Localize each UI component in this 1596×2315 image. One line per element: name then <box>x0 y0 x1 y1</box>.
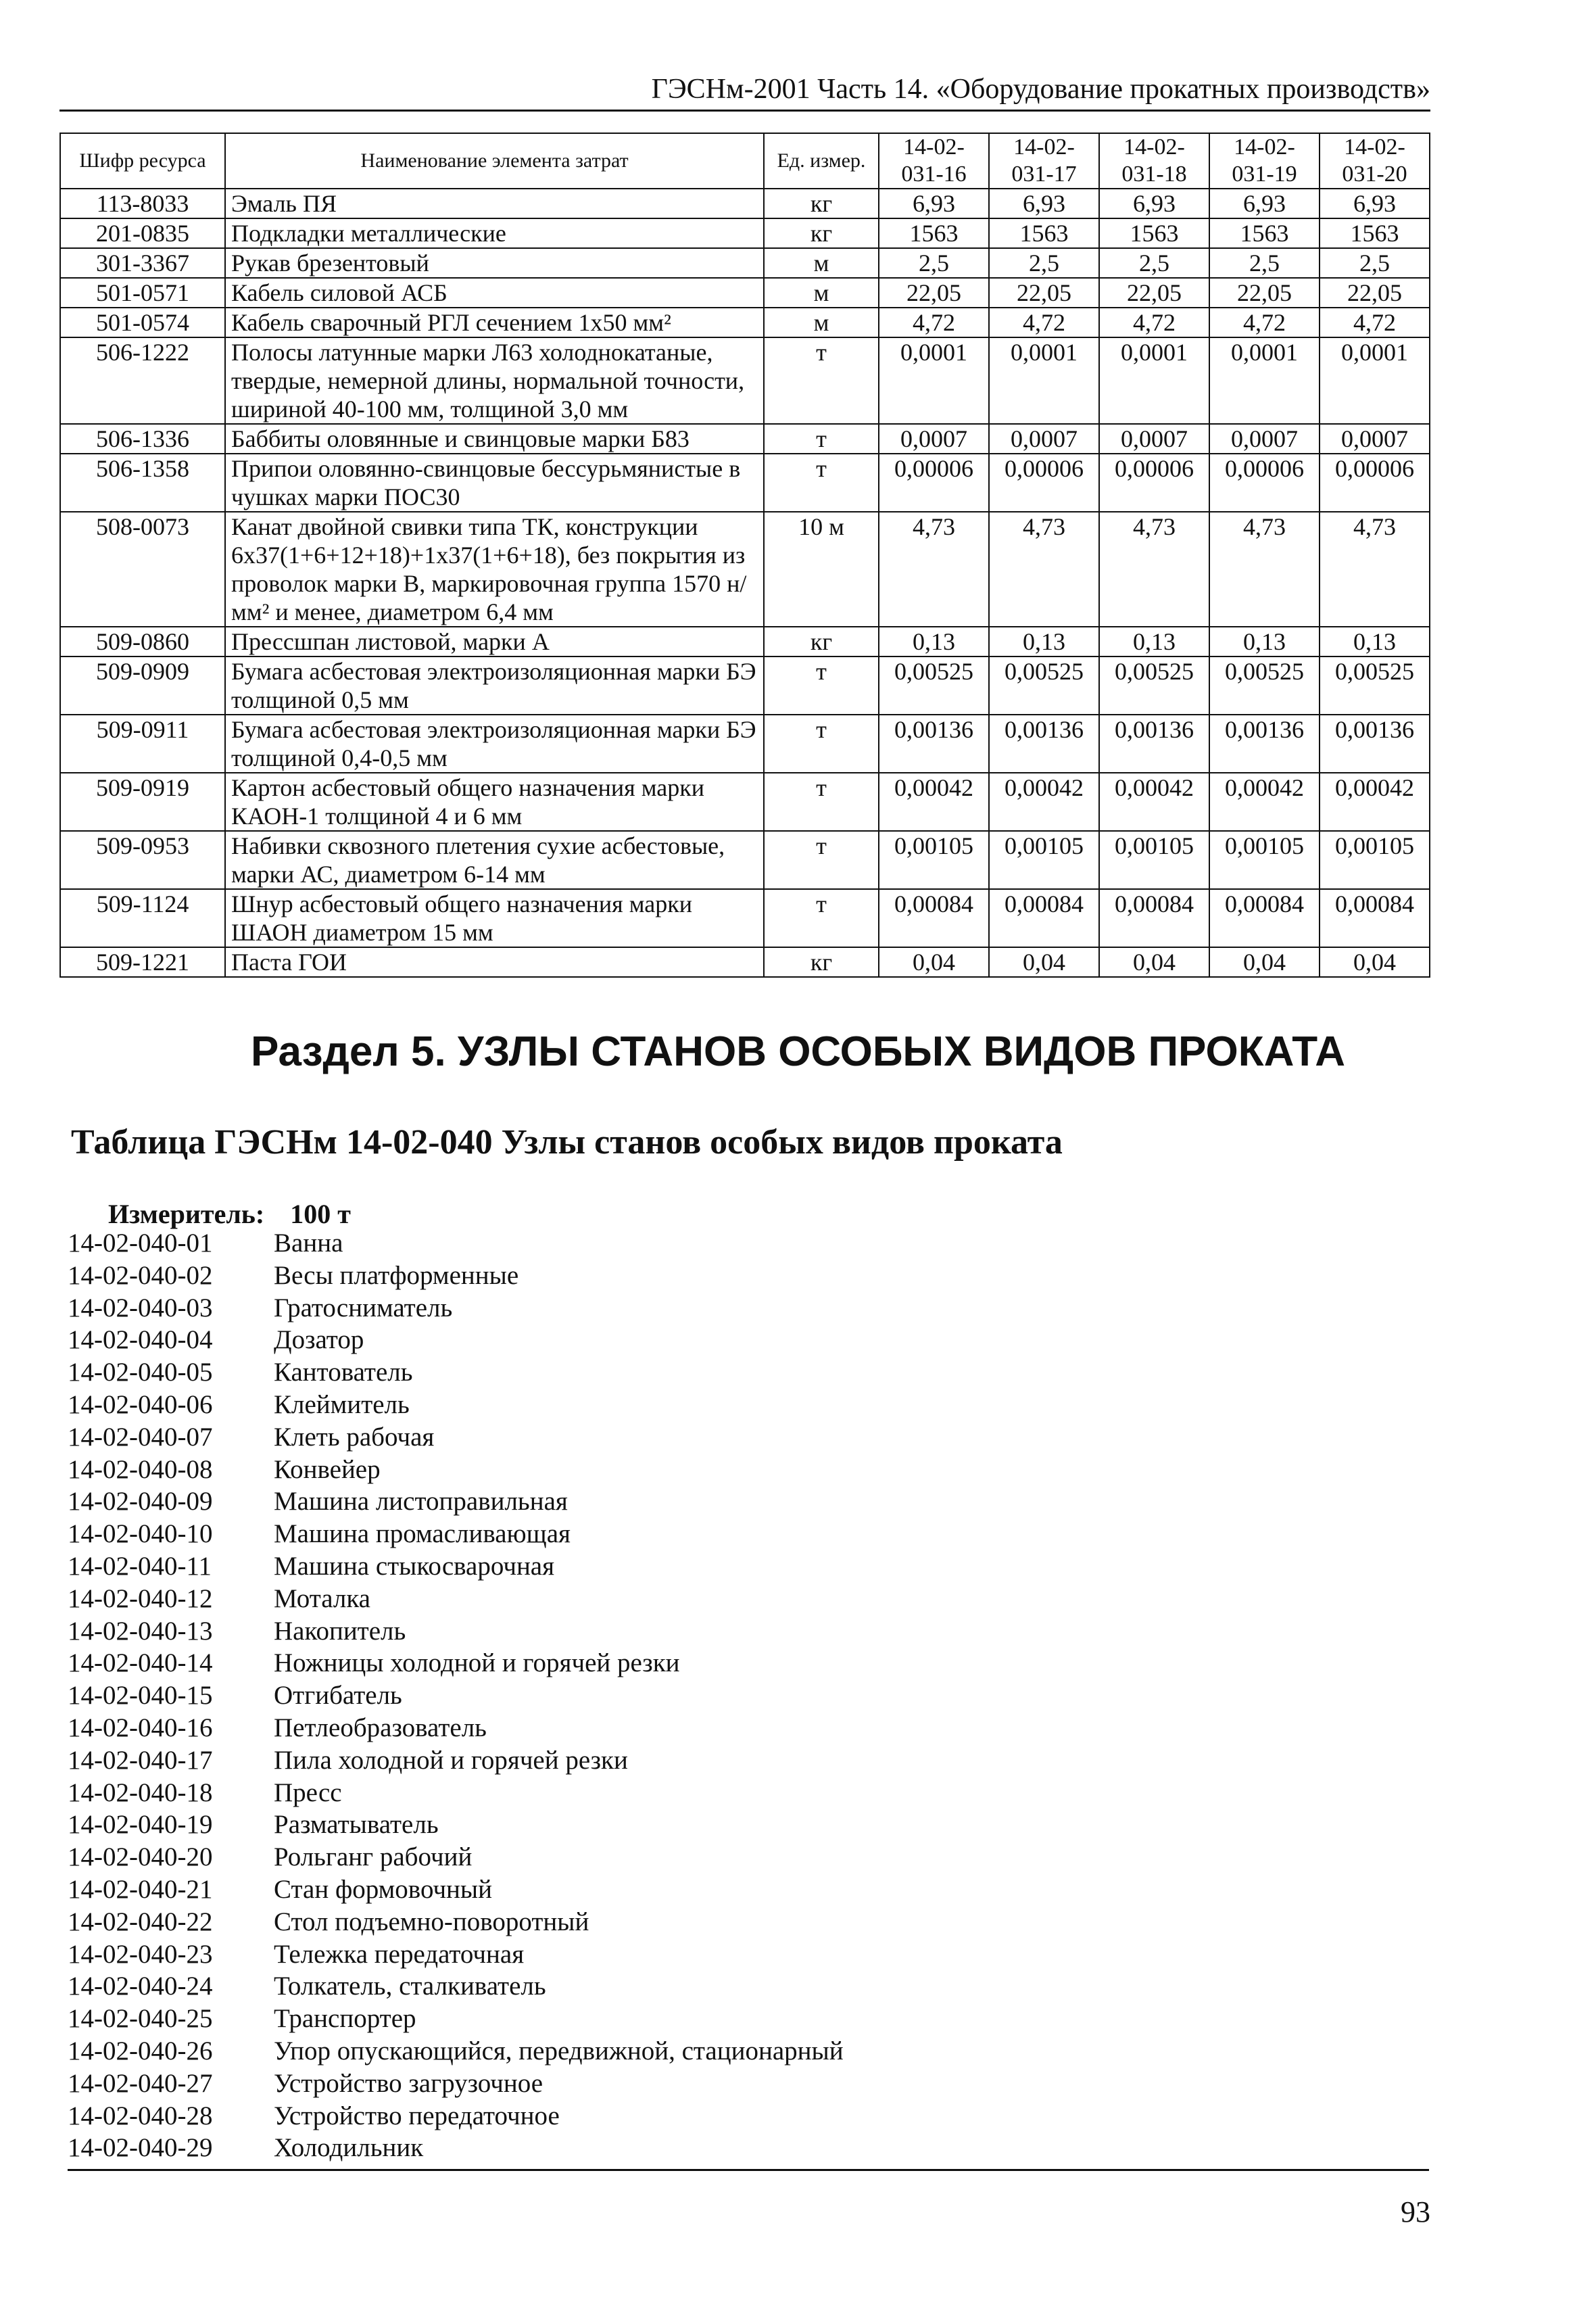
list-item <box>68 1777 1433 1809</box>
cell-value: 2,5 <box>879 248 989 278</box>
item-name: Накопитель <box>274 1616 406 1646</box>
table-row <box>60 947 1430 977</box>
cell-unit: кг <box>764 947 879 977</box>
item-name: Весы платформенные <box>274 1260 519 1290</box>
cell-resource-code: 506-1336 <box>60 424 225 454</box>
cell-value: 0,00105 <box>879 831 989 889</box>
table-row <box>60 454 1430 512</box>
table-row <box>60 337 1430 424</box>
cell-value: 4,73 <box>1209 512 1320 627</box>
item-code: 14-02-040-29 <box>68 2133 213 2163</box>
table-header-row <box>60 133 1430 189</box>
header-col-4: 14-02-031-19 <box>1209 133 1320 189</box>
cell-value: 0,0007 <box>1099 424 1209 454</box>
measure-label: Измеритель: <box>108 1199 265 1229</box>
item-name: Кантователь <box>274 1358 413 1387</box>
cell-value: 6,93 <box>1320 189 1430 218</box>
cell-resource-code: 506-1358 <box>60 454 225 512</box>
cell-value: 1563 <box>989 218 1099 248</box>
cell-value: 0,00525 <box>879 657 989 715</box>
item-name: Ванна <box>274 1228 343 1258</box>
list-item <box>68 1615 1433 1648</box>
header-unit: Ед. измер. <box>764 133 879 189</box>
cell-value: 22,05 <box>879 278 989 308</box>
cell-resource-name: Припои оловянно-свинцовые бессурьмянистые в чушках марки ПОС30 <box>225 454 764 512</box>
item-code: 14-02-040-01 <box>68 1228 213 1258</box>
cell-value: 4,73 <box>1099 512 1209 627</box>
cell-value: 0,00525 <box>989 657 1099 715</box>
cell-value: 0,04 <box>1209 947 1320 977</box>
cell-unit: м <box>764 278 879 308</box>
cell-value: 0,13 <box>989 627 1099 657</box>
cell-resource-code: 509-0953 <box>60 831 225 889</box>
cell-resource-code: 509-1124 <box>60 889 225 947</box>
cell-value: 0,00136 <box>879 715 989 773</box>
item-code: 14-02-040-04 <box>68 1325 213 1355</box>
item-code: 14-02-040-28 <box>68 2101 213 2130</box>
list-item <box>68 1227 1433 1260</box>
list-item <box>68 1292 1433 1324</box>
cell-value: 0,00042 <box>1099 773 1209 831</box>
item-name: Моталка <box>274 1583 370 1613</box>
cell-value: 4,72 <box>1320 308 1430 337</box>
cell-value: 0,00042 <box>989 773 1099 831</box>
list-item <box>68 2100 1433 2132</box>
item-name: Разматыватель <box>274 1810 439 1840</box>
item-name: Устройство передаточное <box>274 2101 560 2130</box>
table-row <box>60 189 1430 218</box>
cell-value: 22,05 <box>989 278 1099 308</box>
item-code: 14-02-040-25 <box>68 2004 213 2034</box>
item-code: 14-02-040-23 <box>68 1939 213 1969</box>
item-name: Машина листоправильная <box>274 1487 568 1517</box>
list-item <box>68 1647 1433 1679</box>
cell-value: 0,0001 <box>1320 337 1430 424</box>
resources-table-body <box>60 189 1430 977</box>
list-item <box>68 2068 1433 2100</box>
cell-value: 6,93 <box>989 189 1099 218</box>
cell-resource-name: Эмаль ПЯ <box>225 189 764 218</box>
header-col-1: 14-02-031-16 <box>879 133 989 189</box>
norm-table-title: Таблица ГЭСНм 14-02-040 Узлы станов особых видов проката <box>71 1123 1063 1162</box>
cell-value: 2,5 <box>1099 248 1209 278</box>
list-item <box>68 1389 1433 1421</box>
list-item <box>68 1841 1433 1874</box>
list-item <box>68 1454 1433 1486</box>
cell-value: 0,00105 <box>989 831 1099 889</box>
item-name: Толкатель, сталкиватель <box>274 1972 546 2001</box>
cell-resource-code: 509-0860 <box>60 627 225 657</box>
cell-resource-code: 501-0574 <box>60 308 225 337</box>
cell-value: 22,05 <box>1209 278 1320 308</box>
header-col-2: 14-02-031-17 <box>989 133 1099 189</box>
item-name: Рольганг рабочий <box>274 1842 473 1872</box>
cell-value: 0,0007 <box>879 424 989 454</box>
list-item <box>68 1874 1433 1906</box>
item-code: 14-02-040-05 <box>68 1358 213 1387</box>
item-name: Гратосниматель <box>274 1293 453 1322</box>
list-item <box>68 1970 1433 2003</box>
cell-value: 1563 <box>879 218 989 248</box>
cell-resource-name: Картон асбестовый общего назначения марки КАОН-1 толщиной 4 и 6 мм <box>225 773 764 831</box>
cell-value: 6,93 <box>1209 189 1320 218</box>
cell-value: 4,72 <box>1099 308 1209 337</box>
cell-unit: т <box>764 831 879 889</box>
item-name: Конвейер <box>274 1454 381 1484</box>
cell-resource-name: Рукав брезентовый <box>225 248 764 278</box>
section-title: Раздел 5. УЗЛЫ СТАНОВ ОСОБЫХ ВИДОВ ПРОКАТА <box>250 1028 1346 1075</box>
cell-value: 22,05 <box>1320 278 1430 308</box>
item-name: Машина промасливающая <box>274 1519 571 1549</box>
cell-value: 0,00084 <box>989 889 1099 947</box>
header-code: Шифр ресурса <box>60 133 225 189</box>
cell-unit: т <box>764 889 879 947</box>
item-name: Пила холодной и горячей резки <box>274 1745 628 1775</box>
table-row <box>60 278 1430 308</box>
item-code: 14-02-040-02 <box>68 1260 213 1290</box>
item-name: Ножницы холодной и горячей резки <box>274 1648 680 1678</box>
cell-value: 0,00006 <box>989 454 1099 512</box>
cell-value: 0,00042 <box>1320 773 1430 831</box>
cell-unit: т <box>764 715 879 773</box>
list-item <box>68 1260 1433 1292</box>
cell-value: 0,00006 <box>1099 454 1209 512</box>
item-code: 14-02-040-10 <box>68 1519 213 1549</box>
cell-value: 0,00084 <box>1209 889 1320 947</box>
cell-value: 22,05 <box>1099 278 1209 308</box>
cell-value: 4,72 <box>879 308 989 337</box>
cell-value: 0,0001 <box>989 337 1099 424</box>
cell-unit: м <box>764 248 879 278</box>
item-code: 14-02-040-22 <box>68 1907 213 1936</box>
cell-value: 0,00136 <box>1209 715 1320 773</box>
cell-value: 4,73 <box>989 512 1099 627</box>
cell-resource-code: 509-1221 <box>60 947 225 977</box>
item-code: 14-02-040-13 <box>68 1616 213 1646</box>
list-item <box>68 1906 1433 1938</box>
cell-value: 0,04 <box>879 947 989 977</box>
item-code: 14-02-040-09 <box>68 1487 213 1517</box>
item-code: 14-02-040-08 <box>68 1454 213 1484</box>
table-row <box>60 657 1430 715</box>
table-row <box>60 308 1430 337</box>
table-row <box>60 831 1430 889</box>
cell-value: 1563 <box>1320 218 1430 248</box>
cell-value: 0,00042 <box>879 773 989 831</box>
item-name: Пресс <box>274 1777 342 1807</box>
cell-value: 4,73 <box>879 512 989 627</box>
cell-unit: 10 м <box>764 512 879 627</box>
item-code: 14-02-040-19 <box>68 1810 213 1840</box>
cell-value: 4,72 <box>1209 308 1320 337</box>
cell-resource-name: Бумага асбестовая электроизоляционная марки БЭ толщиной 0,4-0,5 мм <box>225 715 764 773</box>
item-name: Тележка передаточная <box>274 1939 525 1969</box>
list-item <box>68 1356 1433 1389</box>
table-row <box>60 424 1430 454</box>
cell-value: 0,04 <box>989 947 1099 977</box>
header-col-3: 14-02-031-18 <box>1099 133 1209 189</box>
measure-value: 100 т <box>290 1199 351 1229</box>
cell-value: 6,93 <box>1099 189 1209 218</box>
norm-items-list <box>68 1227 1433 2164</box>
item-code: 14-02-040-17 <box>68 1745 213 1775</box>
item-name: Машина стыкосварочная <box>274 1551 555 1581</box>
cell-value: 0,00084 <box>1099 889 1209 947</box>
cell-resource-code: 501-0571 <box>60 278 225 308</box>
item-code: 14-02-040-07 <box>68 1422 213 1452</box>
cell-resource-code: 509-0919 <box>60 773 225 831</box>
cell-value: 0,00042 <box>1209 773 1320 831</box>
item-name: Транспортер <box>274 2004 416 2034</box>
cell-value: 0,00084 <box>879 889 989 947</box>
cell-resource-name: Кабель сварочный РГЛ сечением 1х50 мм² <box>225 308 764 337</box>
cell-resource-code: 201-0835 <box>60 218 225 248</box>
item-name: Клеймитель <box>274 1389 410 1419</box>
cell-value: 0,00105 <box>1099 831 1209 889</box>
measure-row <box>108 1198 351 1230</box>
item-name: Дозатор <box>274 1325 364 1355</box>
cell-value: 0,0001 <box>1209 337 1320 424</box>
cell-resource-name: Шнур асбестовый общего назначения марки ШАОН диаметром 15 мм <box>225 889 764 947</box>
list-item <box>68 1938 1433 1971</box>
cell-value: 0,00525 <box>1099 657 1209 715</box>
cell-value: 4,72 <box>989 308 1099 337</box>
cell-value: 0,13 <box>1209 627 1320 657</box>
list-item <box>68 2035 1433 2068</box>
item-code: 14-02-040-26 <box>68 2036 213 2066</box>
table-row <box>60 248 1430 278</box>
cell-unit: кг <box>764 189 879 218</box>
item-name: Стан формовочный <box>274 1874 493 1904</box>
item-name: Петлеобразователь <box>274 1713 487 1742</box>
table-row <box>60 773 1430 831</box>
list-item <box>68 1809 1433 1841</box>
cell-resource-code: 301-3367 <box>60 248 225 278</box>
cell-value: 0,00006 <box>879 454 989 512</box>
cell-unit: кг <box>764 627 879 657</box>
list-item <box>68 1550 1433 1583</box>
page-number: 93 <box>1401 2195 1430 2228</box>
cell-resource-name: Бумага асбестовая электроизоляционная марки БЭ толщиной 0,5 мм <box>225 657 764 715</box>
table-row <box>60 512 1430 627</box>
cell-resource-name: Прессшпан листовой, марки А <box>225 627 764 657</box>
cell-value: 0,00006 <box>1320 454 1430 512</box>
cell-value: 1563 <box>1099 218 1209 248</box>
cell-value: 0,00136 <box>1099 715 1209 773</box>
table-row <box>60 218 1430 248</box>
cell-value: 0,0007 <box>1209 424 1320 454</box>
cell-value: 0,0007 <box>989 424 1099 454</box>
item-code: 14-02-040-14 <box>68 1648 213 1678</box>
item-code: 14-02-040-18 <box>68 1777 213 1807</box>
item-name: Отгибатель <box>274 1681 402 1711</box>
item-name: Клеть рабочая <box>274 1422 435 1452</box>
cell-value: 2,5 <box>989 248 1099 278</box>
table-row <box>60 715 1430 773</box>
item-code: 14-02-040-20 <box>68 1842 213 1872</box>
item-code: 14-02-040-12 <box>68 1583 213 1613</box>
cell-value: 1563 <box>1209 218 1320 248</box>
item-name: Стол подъемно-поворотный <box>274 1907 589 1936</box>
cell-resource-name: Баббиты оловянные и свинцовые марки Б83 <box>225 424 764 454</box>
cell-value: 4,73 <box>1320 512 1430 627</box>
item-code: 14-02-040-11 <box>68 1551 212 1581</box>
item-code: 14-02-040-21 <box>68 1874 213 1904</box>
cell-value: 0,0007 <box>1320 424 1430 454</box>
cell-value: 0,13 <box>879 627 989 657</box>
cell-resource-code: 506-1222 <box>60 337 225 424</box>
item-code: 14-02-040-16 <box>68 1713 213 1742</box>
resources-table <box>59 133 1430 978</box>
table-row <box>60 889 1430 947</box>
item-name: Упор опускающийся, передвижной, стационарный <box>274 2036 844 2066</box>
list-item <box>68 1744 1433 1777</box>
cell-value: 2,5 <box>1320 248 1430 278</box>
cell-value: 0,00084 <box>1320 889 1430 947</box>
footer-divider <box>68 2169 1429 2171</box>
cell-value: 0,00136 <box>1320 715 1430 773</box>
list-item <box>68 1712 1433 1744</box>
cell-unit: т <box>764 424 879 454</box>
cell-value: 0,00525 <box>1320 657 1430 715</box>
cell-resource-code: 509-0911 <box>60 715 225 773</box>
cell-resource-code: 509-0909 <box>60 657 225 715</box>
item-code: 14-02-040-06 <box>68 1389 213 1419</box>
list-item <box>68 1679 1433 1712</box>
cell-value: 0,0001 <box>1099 337 1209 424</box>
cell-resource-name: Кабель силовой АСБ <box>225 278 764 308</box>
cell-unit: т <box>764 337 879 424</box>
page-header-title: ГЭСНм-2001 Часть 14. «Оборудование прокатных производств» <box>651 74 1430 105</box>
cell-value: 0,0001 <box>879 337 989 424</box>
cell-value: 0,04 <box>1320 947 1430 977</box>
cell-value: 0,00136 <box>989 715 1099 773</box>
item-code: 14-02-040-15 <box>68 1681 213 1711</box>
cell-unit: т <box>764 657 879 715</box>
item-name: Устройство загрузочное <box>274 2068 543 2098</box>
cell-resource-name: Подкладки металлические <box>225 218 764 248</box>
cell-value: 0,00525 <box>1209 657 1320 715</box>
cell-resource-name: Паста ГОИ <box>225 947 764 977</box>
item-name: Холодильник <box>274 2133 424 2163</box>
cell-unit: м <box>764 308 879 337</box>
table-row <box>60 627 1430 657</box>
list-item <box>68 1518 1433 1550</box>
cell-resource-name: Набивки сквозного плетения сухие асбестовые, марки АС, диаметром 6-14 мм <box>225 831 764 889</box>
list-item <box>68 2003 1433 2035</box>
header-name: Наименование элемента затрат <box>225 133 764 189</box>
list-item <box>68 1421 1433 1454</box>
cell-value: 0,00006 <box>1209 454 1320 512</box>
cell-unit: т <box>764 773 879 831</box>
list-item <box>68 1324 1433 1356</box>
item-code: 14-02-040-03 <box>68 1293 213 1322</box>
cell-resource-code: 113-8033 <box>60 189 225 218</box>
cell-resource-name: Канат двойной свивки типа ТК, конструкции 6х37(1+6+12+18)+1х37(1+6+18), без покрытия из проволок марки В, маркировочная группа 1570 н/мм² и менее, диаметром 6,4 мм <box>225 512 764 627</box>
cell-resource-code: 508-0073 <box>60 512 225 627</box>
cell-value: 0,13 <box>1320 627 1430 657</box>
cell-value: 2,5 <box>1209 248 1320 278</box>
cell-value: 0,04 <box>1099 947 1209 977</box>
cell-value: 0,13 <box>1099 627 1209 657</box>
cell-value: 6,93 <box>879 189 989 218</box>
list-item <box>68 1583 1433 1615</box>
list-item <box>68 1485 1433 1518</box>
cell-value: 0,00105 <box>1320 831 1430 889</box>
item-code: 14-02-040-27 <box>68 2068 213 2098</box>
cell-unit: кг <box>764 218 879 248</box>
list-item <box>68 2132 1433 2164</box>
header-divider <box>59 110 1430 112</box>
cell-value: 0,00105 <box>1209 831 1320 889</box>
cell-resource-name: Полосы латунные марки Л63 холоднокатаные, твердые, немерной длины, нормальной точности, шириной 40-100 мм, толщиной 3,0 мм <box>225 337 764 424</box>
item-code: 14-02-040-24 <box>68 1972 213 2001</box>
cell-unit: т <box>764 454 879 512</box>
header-col-5: 14-02-031-20 <box>1320 133 1430 189</box>
